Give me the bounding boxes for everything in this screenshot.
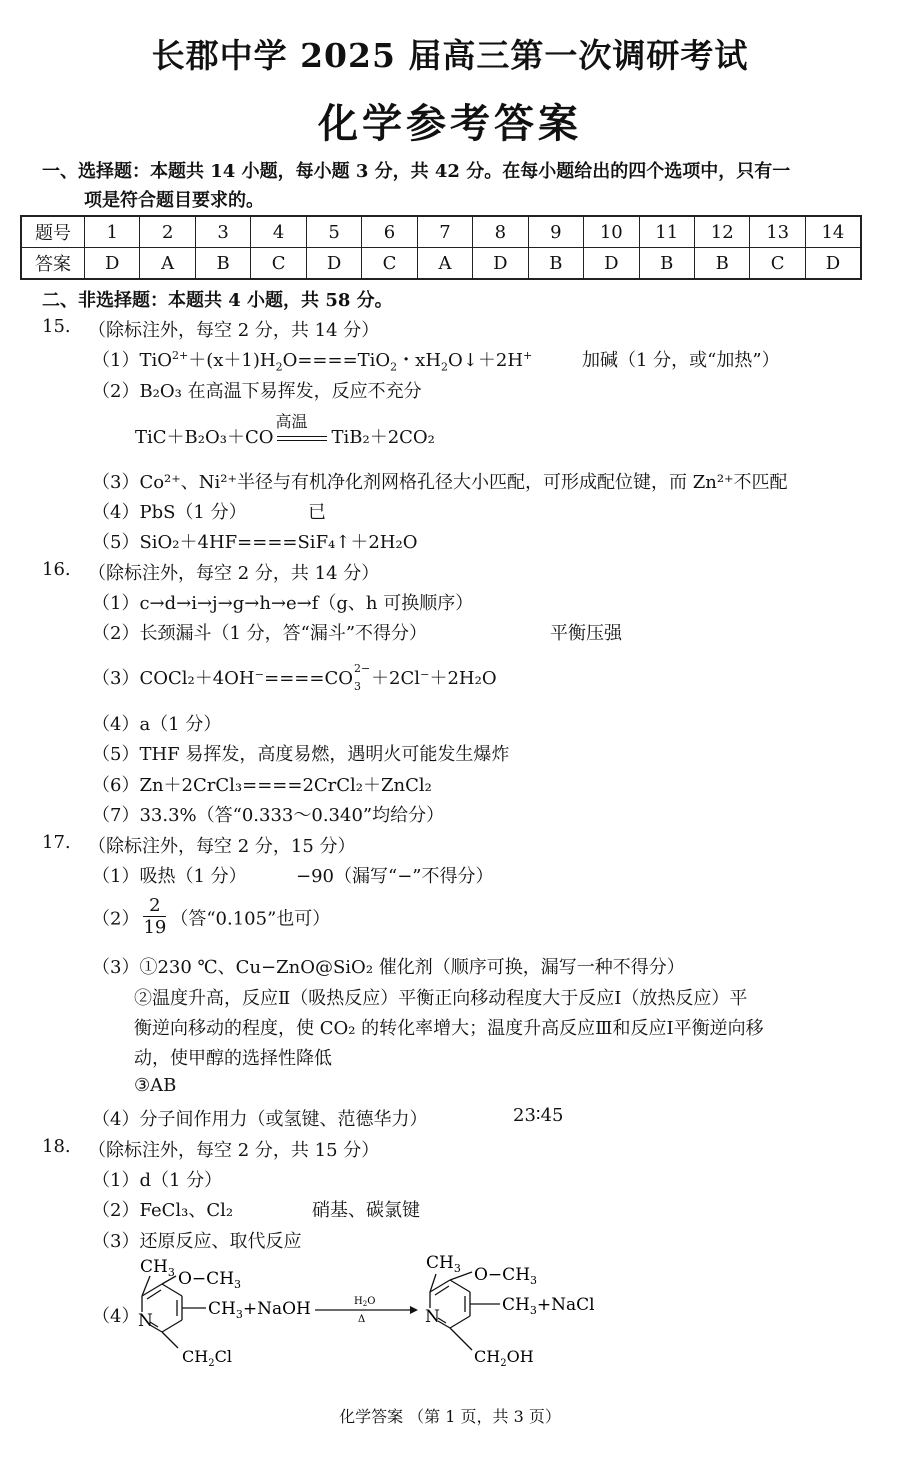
eq-sub: 3 bbox=[354, 680, 361, 693]
q17-a1-extra: −90（漏写“−”不得分） bbox=[296, 866, 494, 887]
q15-answer-4: （4）PbS（1 分） bbox=[92, 502, 247, 523]
table-cell: 6 bbox=[362, 216, 417, 248]
eq-text: TiO bbox=[139, 350, 172, 371]
q15-note: （除标注外，每空 2 分，共 14 分） bbox=[88, 320, 380, 341]
answer-note: （答“0.105”也可） bbox=[170, 908, 331, 930]
row-label-question-number: 题号 bbox=[21, 216, 85, 248]
arrow-condition-top: $H_2O$ bbox=[354, 1296, 376, 1308]
table-cell: C bbox=[251, 248, 306, 280]
label-ch3-right: $CH_3+NaOH$ bbox=[208, 1299, 311, 1321]
eq-left: TiC＋B₂O₃＋CO bbox=[135, 427, 274, 448]
eq-text: ・xH bbox=[397, 350, 442, 371]
q15-a1-extra: 加碱（1 分，或“加热”） bbox=[582, 350, 780, 371]
eq-sup: 2+ bbox=[171, 349, 189, 362]
question-number-15: 15. bbox=[42, 316, 71, 337]
table-cell: 12 bbox=[694, 216, 749, 248]
label-prod-och3: $O-CH_3$ bbox=[474, 1265, 538, 1287]
q18-answer-2: （2）FeCl₃、Cl₂ bbox=[92, 1200, 234, 1221]
eq-sub: 2 bbox=[275, 360, 283, 374]
q16-answer-6: （6）Zn＋2CrCl₃====2CrCl₂＋ZnCl₂ bbox=[92, 775, 432, 796]
question-number-16: 16. bbox=[42, 559, 71, 580]
table-cell: D bbox=[805, 248, 861, 280]
table-cell: B bbox=[694, 248, 749, 280]
label-prod-ch3-right: $CH_3+NaCl$ bbox=[502, 1295, 595, 1317]
table-cell: D bbox=[473, 248, 528, 280]
q18-answer-1: （1）d（1 分） bbox=[92, 1170, 223, 1191]
answer-table-answer-row bbox=[21, 248, 861, 280]
q15-answer-5: （5）SiO₂＋4HF====SiF₄↑＋2H₂O bbox=[92, 532, 418, 553]
bond bbox=[162, 1332, 178, 1348]
school-exam-title: 长郡中学 2025 届高三第一次调研考试 bbox=[151, 36, 749, 75]
doc-title: 化学参考答案 bbox=[318, 100, 582, 147]
q18-answer-3: （3）还原反应、取代反应 bbox=[92, 1231, 302, 1252]
q17-answer-1: （1）吸热（1 分） bbox=[92, 866, 247, 887]
answer-prefix: （2） bbox=[92, 908, 140, 930]
q16-answer-4: （4）a（1 分） bbox=[92, 714, 222, 735]
q15-a4-extra: 已 bbox=[308, 502, 326, 523]
arrow-condition-bottom: Δ bbox=[358, 1314, 366, 1325]
reaction-diagram bbox=[120, 1250, 620, 1380]
bond bbox=[450, 1316, 470, 1328]
table-cell: 3 bbox=[195, 216, 250, 248]
q15-answer-3: （3）Co²⁺、Ni²⁺半径与有机净化剂网格孔径大小匹配，可形成配位键，而 Zn²⁺不匹配 bbox=[92, 472, 788, 493]
q15-answer-1 bbox=[92, 346, 532, 372]
label-prod-ch3: $CH_3$ bbox=[426, 1253, 461, 1275]
double-line bbox=[277, 436, 327, 441]
label-och3: $O-CH_3$ bbox=[178, 1269, 242, 1291]
label-n: N bbox=[138, 1311, 153, 1331]
table-cell: 2 bbox=[140, 216, 195, 248]
q16-answer-7: （7）33.3%（答“0.333～0.340”均给分） bbox=[92, 805, 445, 826]
q16-answer-2: （2）长颈漏斗（1 分，答“漏斗”不得分） bbox=[92, 623, 428, 644]
table-cell: C bbox=[750, 248, 805, 280]
q15-a2-equation bbox=[135, 412, 435, 449]
table-cell: 10 bbox=[584, 216, 639, 248]
table-cell: B bbox=[195, 248, 250, 280]
table-cell: D bbox=[85, 248, 140, 280]
eq-right: TiB₂＋2CO₂ bbox=[331, 427, 435, 448]
eq-sup: + bbox=[523, 349, 533, 362]
answer-table-number-row bbox=[21, 216, 861, 248]
q15-a1-prefix: （1） bbox=[92, 350, 140, 371]
q17-a4-extra: 23∶45 bbox=[513, 1105, 564, 1126]
q16-answer-1: （1）c→d→i→j→g→h→e→f（g、h 可换顺序） bbox=[92, 593, 474, 614]
fraction-denominator: 19 bbox=[143, 917, 167, 938]
section1-heading-line1: 一、选择题：本题共 14 小题，每小题 3 分，共 42 分。在每小题给出的四个选项中，只有一 bbox=[42, 161, 791, 182]
bond bbox=[450, 1280, 470, 1292]
table-cell: 5 bbox=[306, 216, 361, 248]
q16-answer-3 bbox=[92, 662, 497, 693]
table-cell: A bbox=[140, 248, 195, 280]
q17-answer-3-line4: 动，使甲醇的选择性降低 bbox=[134, 1048, 332, 1069]
bond bbox=[450, 1328, 472, 1350]
q17-answer-2 bbox=[92, 896, 330, 939]
eq-text: ＋(x＋1)H bbox=[188, 350, 276, 371]
table-cell: A bbox=[417, 248, 472, 280]
ion-charge bbox=[353, 662, 371, 693]
q17-answer-3-line2: ②温度升高，反应Ⅱ（吸热反应）平衡正向移动程度大于反应Ⅰ（放热反应）平 bbox=[134, 988, 748, 1009]
section1-heading-line2: 项是符合题目要求的。 bbox=[84, 190, 264, 211]
eq-text: O↓＋2H bbox=[448, 350, 524, 371]
eq-sup: 2− bbox=[354, 662, 371, 675]
page-footer: 化学答案 （第 1 页，共 3 页） bbox=[339, 1407, 561, 1426]
q16-note: （除标注外，每空 2 分，共 14 分） bbox=[88, 563, 380, 584]
eq-sub: 2 bbox=[390, 360, 398, 374]
fraction-numerator: 2 bbox=[143, 896, 166, 917]
table-cell: C bbox=[362, 248, 417, 280]
bond bbox=[162, 1320, 182, 1332]
q16-a2-extra: 平衡压强 bbox=[550, 623, 622, 644]
row-label-answer: 答案 bbox=[21, 248, 85, 280]
fraction bbox=[143, 896, 166, 939]
q17-answer-3-line1: （3）①230 ℃、Cu−ZnO@SiO₂ 催化剂（顺序可换，漏写一种不得分） bbox=[92, 957, 685, 978]
q17-answer-3-line3: 衡逆向移动的程度，使 CO₂ 的转化率增大；温度升高反应Ⅲ和反应Ⅰ平衡逆向移 bbox=[134, 1018, 764, 1039]
eq-text: （3）COCl₂＋4OH⁻====CO bbox=[92, 668, 353, 689]
table-cell: D bbox=[584, 248, 639, 280]
table-cell: 1 bbox=[85, 216, 140, 248]
table-cell: 7 bbox=[417, 216, 472, 248]
label-ch2cl: $CH_2Cl$ bbox=[182, 1347, 232, 1369]
condition-text: 高温 bbox=[275, 412, 308, 431]
answer-table bbox=[20, 215, 862, 280]
table-cell: 9 bbox=[528, 216, 583, 248]
eq-condition bbox=[273, 412, 331, 448]
section2-heading: 二、非选择题：本题共 4 小题，共 58 分。 bbox=[42, 290, 393, 311]
question-number-17: 17. bbox=[42, 832, 71, 853]
q17-answer-3-line5: ③AB bbox=[134, 1075, 177, 1096]
table-cell: 11 bbox=[639, 216, 694, 248]
q15-a1-eq bbox=[139, 349, 533, 374]
eq-sub: 2 bbox=[441, 360, 449, 374]
q16-answer-5: （5）THF 易挥发，高度易燃，遇明火可能发生爆炸 bbox=[92, 744, 510, 765]
table-cell: 4 bbox=[251, 216, 306, 248]
table-cell: B bbox=[528, 248, 583, 280]
table-cell: 8 bbox=[473, 216, 528, 248]
question-number-18: 18. bbox=[42, 1136, 71, 1157]
q17-answer-4: （4）分子间作用力（或氢键、范德华力） bbox=[92, 1109, 428, 1130]
q18-a2-extra: 硝基、碳氯键 bbox=[312, 1200, 420, 1221]
label-prod-n: N bbox=[425, 1307, 440, 1327]
table-cell: B bbox=[639, 248, 694, 280]
label-prod-ch2oh: $CH_2OH$ bbox=[474, 1347, 534, 1369]
eq-text: ＋2Cl⁻＋2H₂O bbox=[371, 668, 497, 689]
table-cell: D bbox=[306, 248, 361, 280]
q17-note: （除标注外，每空 2 分，15 分） bbox=[88, 836, 356, 857]
label-ch3: $CH_3$ bbox=[140, 1257, 175, 1279]
q18-answer-4-prefix: （4） bbox=[92, 1306, 140, 1327]
table-cell: 14 bbox=[805, 216, 861, 248]
q18-note: （除标注外，每空 2 分，共 15 分） bbox=[88, 1140, 380, 1161]
eq-text: O====TiO bbox=[282, 350, 391, 371]
table-cell: 13 bbox=[750, 216, 805, 248]
q15-answer-2: （2）B₂O₃ 在高温下易挥发，反应不充分 bbox=[92, 381, 422, 402]
